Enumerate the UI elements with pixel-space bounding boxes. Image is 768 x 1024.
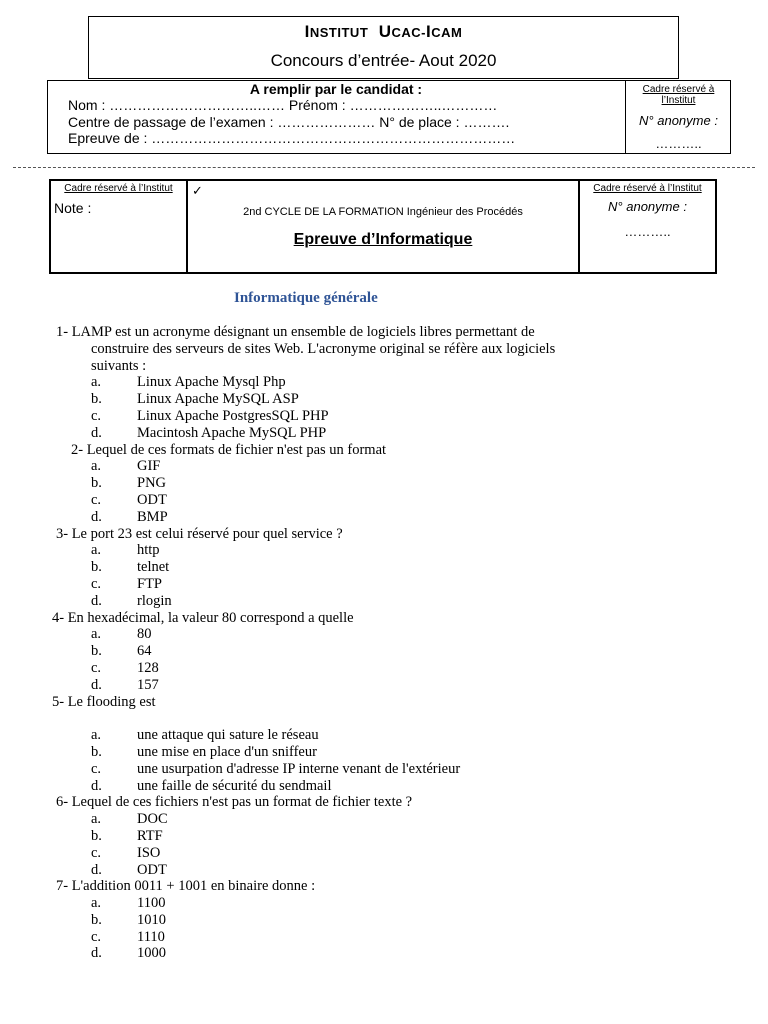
- option-text: 128: [137, 659, 159, 676]
- option-letter: a.: [91, 811, 102, 828]
- option-letter: a.: [91, 458, 102, 475]
- option-text: 80: [137, 626, 152, 643]
- grade-box-divider-left: [186, 179, 188, 274]
- answer-option[interactable]: [0, 559, 768, 576]
- option-text: une usurpation d'adresse IP interne venant de l'extérieur: [137, 760, 461, 777]
- anonymous-number-field-2: ………..: [624, 224, 671, 239]
- candidate-center-line[interactable]: Centre de passage de l’examen : ………………… N° de place : ……….: [68, 114, 510, 130]
- candidate-name-line[interactable]: Nom : …………………………..…… Prénom : ………………..…………: [68, 97, 498, 113]
- option-letter: a.: [91, 542, 102, 559]
- answer-option[interactable]: [0, 576, 768, 593]
- option-letter: d.: [91, 945, 102, 962]
- institute-name-initial-2: I: [426, 22, 432, 41]
- option-letter: c.: [91, 659, 102, 676]
- option-letter: c.: [91, 407, 102, 424]
- question-2: [0, 442, 768, 526]
- institute-name-initial: U: [378, 22, 392, 41]
- reserved-institute-label-right: Cadre réservé à l’Institut: [593, 183, 702, 194]
- institute-header-box: [88, 16, 679, 79]
- answer-option[interactable]: [0, 458, 768, 475]
- answer-option[interactable]: [0, 542, 768, 559]
- note-label: Note :: [54, 200, 92, 216]
- option-letter: d.: [91, 424, 102, 441]
- question-6: [0, 794, 768, 878]
- anonymous-number-label-2: N° anonyme :: [608, 199, 687, 214]
- option-text: 1000: [137, 945, 166, 962]
- option-text: rlogin: [137, 592, 172, 609]
- option-text: RTF: [137, 827, 163, 844]
- question-text: 3- Le port 23 est celui réservé pour quel service ?: [56, 525, 343, 542]
- answer-option[interactable]: [0, 593, 768, 610]
- reserved-institute-label-left: Cadre réservé à l’Institut: [64, 183, 173, 194]
- option-letter: d.: [91, 508, 102, 525]
- answer-option[interactable]: [0, 778, 768, 795]
- concours-subtitle: Concours d’entrée- Aout 2020: [270, 51, 497, 70]
- option-text: 64: [137, 643, 152, 660]
- question-1: [0, 324, 768, 442]
- option-letter: b.: [91, 391, 102, 408]
- option-text: telnet: [137, 559, 170, 576]
- answer-option[interactable]: [0, 895, 768, 912]
- option-letter: c.: [91, 760, 102, 777]
- option-letter: d.: [91, 777, 102, 794]
- option-letter: c.: [91, 575, 102, 592]
- option-letter: c.: [91, 491, 102, 508]
- answer-option[interactable]: [0, 945, 768, 962]
- answer-option[interactable]: [0, 643, 768, 660]
- institute-title-rest: NSTITUT: [309, 25, 369, 40]
- institute-title-initial: I: [304, 22, 310, 41]
- answer-option[interactable]: [0, 761, 768, 778]
- option-letter: b.: [91, 911, 102, 928]
- question-text: 6- Lequel de ces fichiers n'est pas un format de fichier texte ?: [56, 794, 413, 811]
- check-icon: ✓: [192, 183, 203, 198]
- question-4: [0, 610, 768, 694]
- option-text: 1100: [137, 895, 166, 912]
- answer-option[interactable]: [0, 677, 768, 694]
- question-7: [0, 878, 768, 962]
- option-letter: d.: [91, 592, 102, 609]
- blank-line: [0, 710, 768, 727]
- candidate-epreuve-line[interactable]: Epreuve de : ……………………………………………………………………: [68, 130, 516, 146]
- answer-option[interactable]: [0, 811, 768, 828]
- answer-option[interactable]: [0, 492, 768, 509]
- reserved-institute-label: Cadre réservé à l’Institut: [642, 84, 715, 106]
- question-text-continued: suivants :: [91, 357, 147, 374]
- question-text: 4- En hexadécimal, la valeur 80 correspond a quelle: [52, 609, 354, 626]
- answer-option[interactable]: [0, 845, 768, 862]
- answer-option[interactable]: [0, 828, 768, 845]
- institute-title: [89, 22, 678, 42]
- answer-option[interactable]: [0, 374, 768, 391]
- question-text-continued: construire des serveurs de sites Web. L'acronyme original se réfère aux logiciels: [91, 340, 556, 357]
- option-letter: b.: [91, 559, 102, 576]
- question-5: [0, 694, 768, 795]
- option-letter: a.: [91, 626, 102, 643]
- question-text: 5- Le flooding est: [52, 693, 156, 710]
- answer-option[interactable]: [0, 929, 768, 946]
- option-letter: a.: [91, 727, 102, 744]
- option-text: FTP: [137, 575, 162, 592]
- option-letter: a.: [91, 895, 102, 912]
- answer-option[interactable]: [0, 391, 768, 408]
- question-text: 7- L'addition 0011 + 1001 en binaire donne :: [56, 878, 316, 895]
- option-text: Linux Apache Mysql Php: [137, 374, 286, 391]
- option-text: DOC: [137, 811, 168, 828]
- answer-option[interactable]: [0, 425, 768, 442]
- institute-name-part-2: CAM: [431, 25, 463, 40]
- answer-option[interactable]: [0, 626, 768, 643]
- option-text: 1010: [137, 911, 166, 928]
- section-title: Informatique générale: [234, 290, 378, 306]
- option-letter: b.: [91, 643, 102, 660]
- answer-option[interactable]: [0, 912, 768, 929]
- option-text: PNG: [137, 475, 167, 492]
- anonymous-number-field: ………..: [655, 136, 702, 151]
- option-text: ODT: [137, 861, 167, 878]
- option-text: Linux Apache PostgresSQL PHP: [137, 407, 329, 424]
- option-letter: b.: [91, 475, 102, 492]
- option-text: ISO: [137, 844, 161, 861]
- option-letter: b.: [91, 743, 102, 760]
- option-text: GIF: [137, 458, 161, 475]
- option-letter: c.: [91, 844, 102, 861]
- option-text: une mise en place d'un sniffeur: [137, 743, 317, 760]
- option-letter: c.: [91, 928, 102, 945]
- option-letter: d.: [91, 861, 102, 878]
- exam-title: Epreuve d’Informatique: [293, 231, 473, 248]
- answer-option[interactable]: [0, 727, 768, 744]
- answer-option[interactable]: [0, 660, 768, 677]
- question-text: 2- Lequel de ces formats de fichier n'est pas un format: [71, 441, 387, 458]
- answer-option[interactable]: [0, 408, 768, 425]
- cut-line: [13, 167, 755, 168]
- option-text: une faille de sécurité du sendmail: [137, 777, 332, 794]
- question-text: 1- LAMP est un acronyme désignant un ensemble de logiciels libres permettant de: [56, 324, 535, 340]
- option-text: ODT: [137, 491, 167, 508]
- question-3: [0, 526, 768, 610]
- candidate-heading: A remplir par le candidat :: [249, 81, 423, 97]
- answer-option[interactable]: [0, 509, 768, 526]
- answer-option[interactable]: [0, 862, 768, 879]
- institute-sep: -: [421, 25, 427, 40]
- option-text: 157: [137, 676, 159, 693]
- question-list: [0, 324, 768, 962]
- cycle-text: 2nd CYCLE DE LA FORMATION Ingénieur des Procédés: [243, 206, 523, 218]
- option-text: une attaque qui sature le réseau: [137, 727, 319, 744]
- anonymous-number-label: N° anonyme :: [639, 113, 718, 128]
- option-letter: a.: [91, 374, 102, 391]
- option-text: BMP: [137, 508, 168, 525]
- answer-option[interactable]: [0, 475, 768, 492]
- option-text: 1110: [137, 928, 165, 945]
- option-text: Macintosh Apache MySQL PHP: [137, 424, 327, 441]
- option-letter: d.: [91, 676, 102, 693]
- answer-option[interactable]: [0, 744, 768, 761]
- option-text: Linux Apache MySQL ASP: [137, 391, 299, 408]
- option-text: http: [137, 542, 160, 559]
- institute-name-part: CAC: [391, 25, 422, 40]
- option-letter: b.: [91, 827, 102, 844]
